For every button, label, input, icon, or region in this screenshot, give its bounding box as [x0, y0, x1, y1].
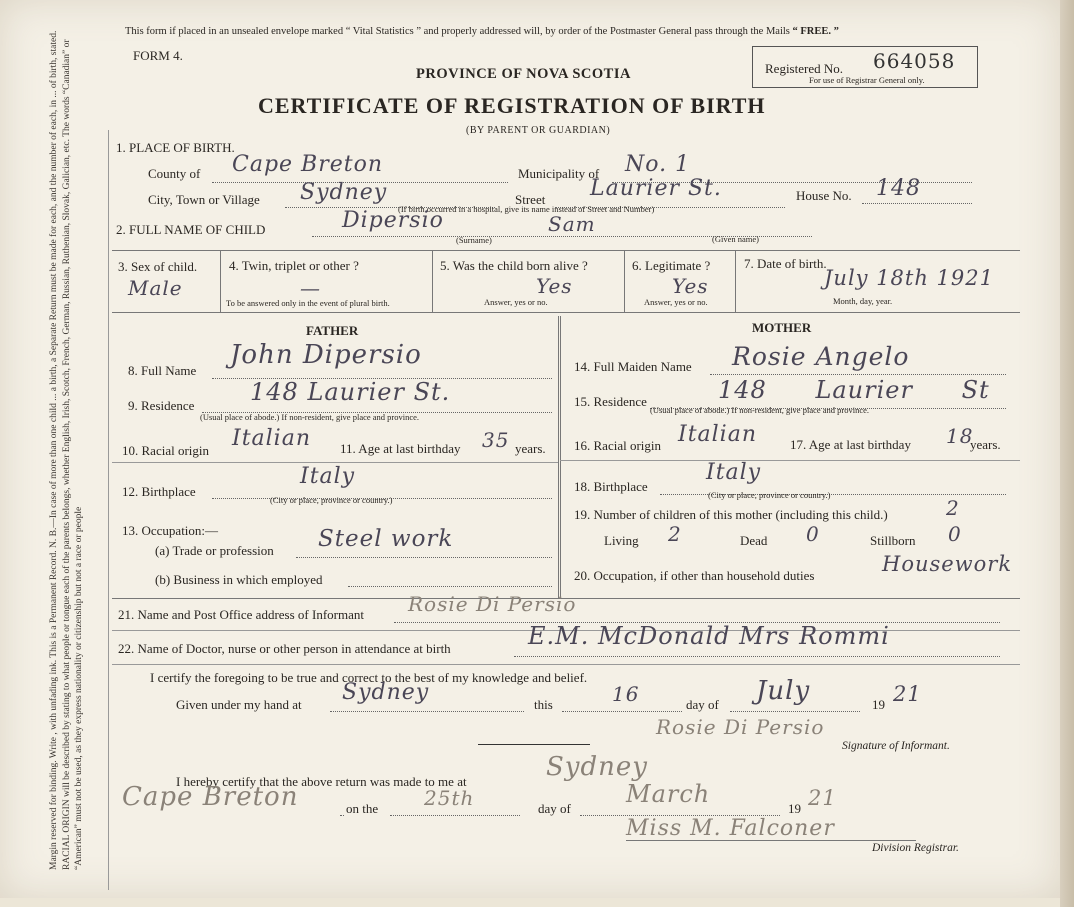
registered-number: 664058 — [873, 49, 956, 73]
on-day-value: 25th — [424, 786, 475, 810]
informant-label: 21. Name and Post Office address of Informant — [118, 607, 364, 622]
street-label: Street — [515, 192, 546, 207]
sex-value: Male — [128, 276, 183, 300]
registrar-signature: Miss M. Falconer — [626, 816, 835, 841]
dead-value: 0 — [806, 522, 820, 546]
informant-value: Rosie Di Persio — [408, 592, 577, 616]
house-no-label: House No. — [796, 188, 852, 203]
trade-value: Steel work — [318, 526, 454, 552]
municipality-value: No. 1 — [625, 152, 691, 177]
born-alive-label: 5. Was the child born alive ? — [440, 258, 588, 273]
mother-age-value: 18 — [946, 424, 974, 448]
division-registrar-label: Division Registrar. — [872, 842, 959, 854]
children-label: 19. Number of children of this mother (including this child.) — [574, 507, 888, 522]
twin-note: To be answered only in the event of plural birth. — [226, 298, 390, 308]
this-label: this — [534, 697, 553, 712]
given-name-value: Sam — [548, 212, 596, 236]
certify-text: I certify the foregoing to be true and correct to the best of my knowledge and belief. — [150, 670, 588, 685]
sex-label: 3. Sex of child. — [118, 259, 198, 274]
occupation-label: 13. Occupation:— — [122, 523, 219, 538]
father-years-label: years. — [515, 441, 546, 456]
father-age-value: 35 — [482, 428, 510, 452]
child-name-label: 2. FULL NAME OF CHILD — [116, 222, 266, 237]
legitimate-label: 6. Legitimate ? — [632, 258, 711, 273]
mother-age-label: 17. Age at last birthday — [790, 437, 911, 452]
registration-box — [752, 46, 978, 88]
stillborn-value: 0 — [948, 522, 962, 546]
business-label: (b) Business in which employed — [155, 572, 323, 587]
county-label: County of — [148, 166, 201, 181]
doctor-value: E.M. McDonald Mrs Rommi — [528, 622, 890, 650]
registrar-place-value: Cape Breton — [122, 782, 299, 812]
county-value: Cape Breton — [232, 152, 384, 177]
father-racial-value: Italian — [232, 426, 312, 451]
living-label: Living — [604, 533, 639, 548]
surname-value: Dipersio — [342, 208, 444, 233]
mother-birthplace-value: Italy — [706, 460, 762, 485]
registrar-note: For use of Registrar General only. — [809, 75, 925, 85]
informant-signature: Rosie Di Persio — [656, 715, 825, 739]
margin-note: Margin reserved for binding. Write , with unfading ink. This is a Permanent Record. N. B.—In case of more than one child ... a birth, a Separate Return must be made for each, and the number of each, in ... of birth, stated. RACIAL ORIGIN will be described by stating to what people or tongue each of the parents belongs, whether English, Irish, Scotch, French, German, Russian, Ruthenian, Slovak, Galician, etc. The words “Canadian” or “American” must not be used, as they express nationality or citizenship but not a race or people — [49, 30, 84, 870]
mother-residence-value: 148 Laurier St — [718, 376, 990, 404]
twin-label: 4. Twin, triplet or other ? — [229, 258, 359, 273]
given-day-value: 16 — [612, 682, 640, 706]
father-name-value: John Dipersio — [230, 340, 422, 370]
father-racial-label: 10. Racial origin — [122, 443, 210, 458]
province-heading: PROVINCE OF NOVA SCOTIA — [416, 66, 631, 82]
municipality-label: Municipality of — [518, 166, 600, 181]
mother-heading: MOTHER — [752, 320, 812, 335]
father-birthplace-label: 12. Birthplace — [122, 484, 196, 499]
father-residence-label: 9. Residence — [128, 398, 195, 413]
dob-note: Month, day, year. — [833, 296, 893, 306]
mother-years-label: years. — [970, 437, 1001, 452]
living-value: 2 — [668, 522, 682, 546]
father-heading: FATHER — [306, 323, 359, 338]
registered-label: Registered No. — [765, 61, 843, 76]
twin-value: — — [300, 276, 321, 300]
on-month-value: March — [626, 780, 711, 808]
hereby-label: I hereby certify that the above return was made to me at — [176, 774, 467, 789]
mother-birthplace-note: (City or place, province or country.) — [708, 490, 831, 500]
legitimate-note: Answer, yes or no. — [644, 297, 708, 307]
page-subtitle: (BY PARENT OR GUARDIAN) — [466, 125, 611, 136]
city-label: City, Town or Village — [148, 192, 260, 207]
mother-maiden-value: Rosie Angelo — [732, 342, 910, 371]
father-residence-value: 148 Laurier St. — [250, 378, 451, 406]
on-year-value: 21 — [808, 786, 837, 810]
mother-abode-note: (Usual place of abode.) If non-resident, give place and province. — [650, 405, 870, 415]
form-number: FORM 4. — [133, 48, 183, 63]
street-value: Laurier St. — [590, 176, 722, 201]
born-alive-note: Answer, yes or no. — [484, 297, 548, 307]
stillborn-label: Stillborn — [870, 533, 916, 548]
year-prefix-label-2: 19 — [788, 801, 801, 816]
mother-racial-label: 16. Racial origin — [574, 438, 662, 453]
father-birthplace-note: (City or place, province or country.) — [270, 495, 393, 505]
day-of-label: day of — [686, 697, 719, 712]
trade-label: (a) Trade or profession — [155, 543, 274, 558]
father-age-label: 11. Age at last birthday — [340, 441, 461, 456]
dob-label: 7. Date of birth. — [744, 256, 827, 271]
given-name-caption: (Given name) — [712, 234, 759, 244]
sig-informant-label: Signature of Informant. — [842, 740, 950, 752]
father-abode-note: (Usual place of abode.) If non-resident, give place and province. — [200, 412, 420, 422]
given-year-value: 21 — [893, 682, 922, 706]
dob-value: July 18th 1921 — [824, 266, 995, 290]
born-alive-value: Yes — [536, 274, 573, 298]
paper-edge — [1060, 0, 1074, 907]
mother-racial-value: Italian — [678, 422, 758, 447]
children-value: 2 — [946, 496, 960, 520]
father-birthplace-value: Italy — [300, 464, 356, 489]
mother-occupation-label: 20. Occupation, if other than household duties — [574, 568, 815, 583]
on-the-label: on the — [346, 801, 379, 816]
mother-maiden-label: 14. Full Maiden Name — [574, 359, 692, 374]
father-name-label: 8. Full Name — [128, 363, 197, 378]
place-of-birth-label: 1. PLACE OF BIRTH. — [116, 140, 235, 155]
left-border — [108, 130, 109, 890]
page-title: CERTIFICATE OF REGISTRATION OF BIRTH — [258, 93, 766, 118]
hospital-note: (If birth occurred in a hospital, give its name instead of Street and Number) — [398, 204, 655, 214]
mail-notice: This form if placed in an unsealed envelope marked “ Vital Statistics ” and properly addressed will, by order of the Postmaster General pass through the Mails “ FREE. ” — [125, 26, 839, 37]
house-no-value: 148 — [876, 176, 921, 201]
surname-caption: (Surname) — [456, 235, 492, 245]
returned-at-value: Sydney — [546, 752, 648, 782]
mother-occupation-value: Housework — [882, 552, 1013, 576]
doctor-label: 22. Name of Doctor, nurse or other person in attendance at birth — [118, 641, 451, 656]
mother-birthplace-label: 18. Birthplace — [574, 479, 648, 494]
year-prefix-label: 19 — [872, 697, 885, 712]
given-hand-label: Given under my hand at — [176, 697, 302, 712]
dead-label: Dead — [740, 533, 768, 548]
day-of2-label: day of — [538, 801, 571, 816]
city-value: Sydney — [300, 180, 388, 205]
mother-residence-label: 15. Residence — [574, 394, 647, 409]
given-at-value: Sydney — [342, 680, 430, 705]
legitimate-value: Yes — [672, 274, 709, 298]
given-month-value: July — [756, 676, 811, 706]
